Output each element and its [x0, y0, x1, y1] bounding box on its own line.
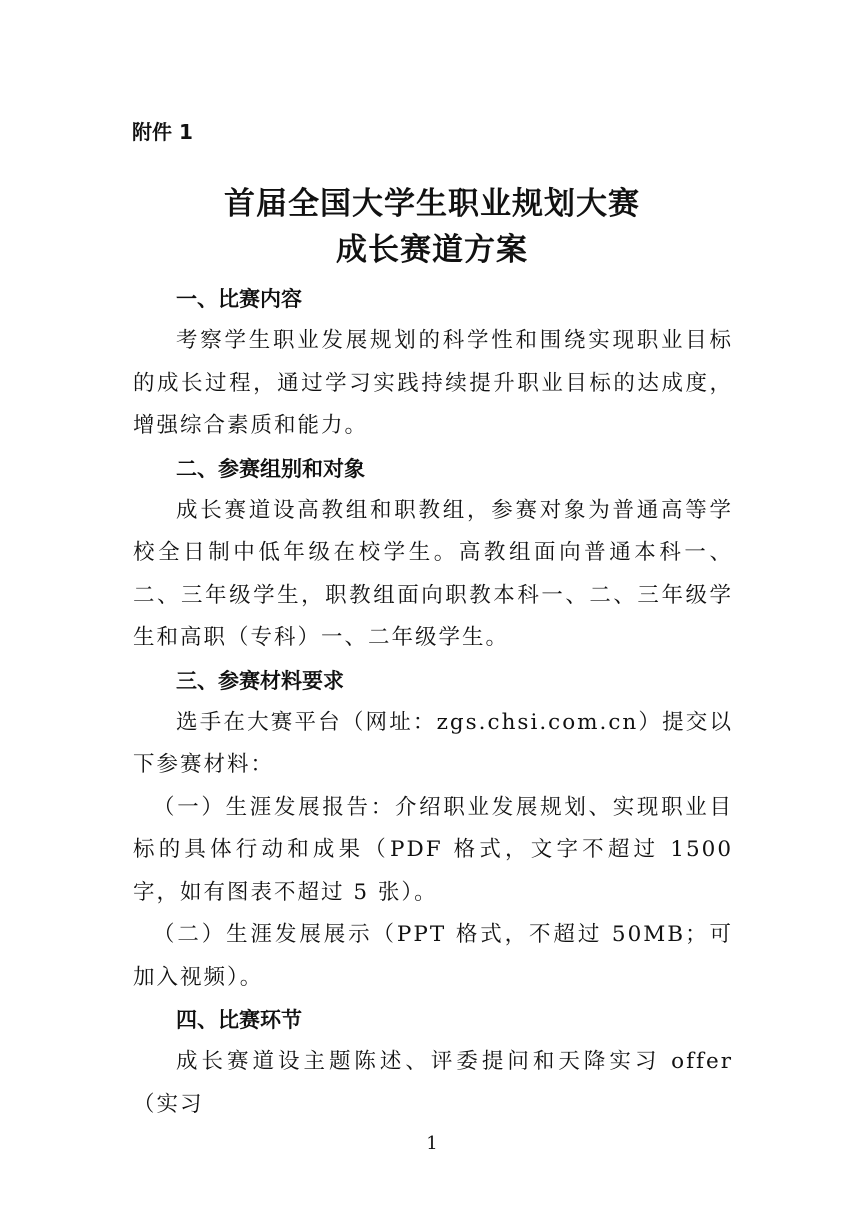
section4-paragraph: 成长赛道设主题陈述、评委提问和天降实习 offer（实习 [133, 1049, 733, 1117]
page-number: 1 [426, 1133, 438, 1154]
section4-heading: 四、比赛环节 [176, 1007, 302, 1032]
section1-heading: 一、比赛内容 [176, 287, 302, 311]
document-title-line2: 成长赛道方案 [336, 232, 528, 268]
section2-heading: 二、参赛组别和对象 [176, 456, 365, 481]
section3-item1: （一）生涯发展报告：介绍职业发展规划、实现职业目标的具体行动和成果（PDF 格式，文字不超过 1500 字，如有图表不超过 5 张）。 [133, 794, 733, 905]
section2-paragraph: 成长赛道设高教组和职教组，参赛对象为普通高等学校全日制中低年级在校学生。高教组面向普通本科一、二、三年级学生，职教组面向职教本科一、二、三年级学生和高职（专科）一、二年级学生。 [133, 498, 733, 651]
section3-heading: 三、参赛材料要求 [176, 668, 344, 693]
attachment-label: 附件 1 [132, 120, 193, 144]
section3-item2: （二）生涯发展展示（PPT 格式，不超过 50MB；可加入视频）。 [133, 922, 733, 990]
document-body [133, 278, 733, 1126]
section1-paragraph: 考察学生职业发展规划的科学性和围绕实现职业目标的成长过程，通过学习实践持续提升职业目标的达成度，增强综合素质和能力。 [133, 328, 733, 439]
section3-paragraph: 选手在大赛平台（网址：zgs.chsi.com.cn）提交以下参赛材料： [133, 710, 733, 778]
document-title-line1: 首届全国大学生职业规划大赛 [224, 186, 640, 222]
